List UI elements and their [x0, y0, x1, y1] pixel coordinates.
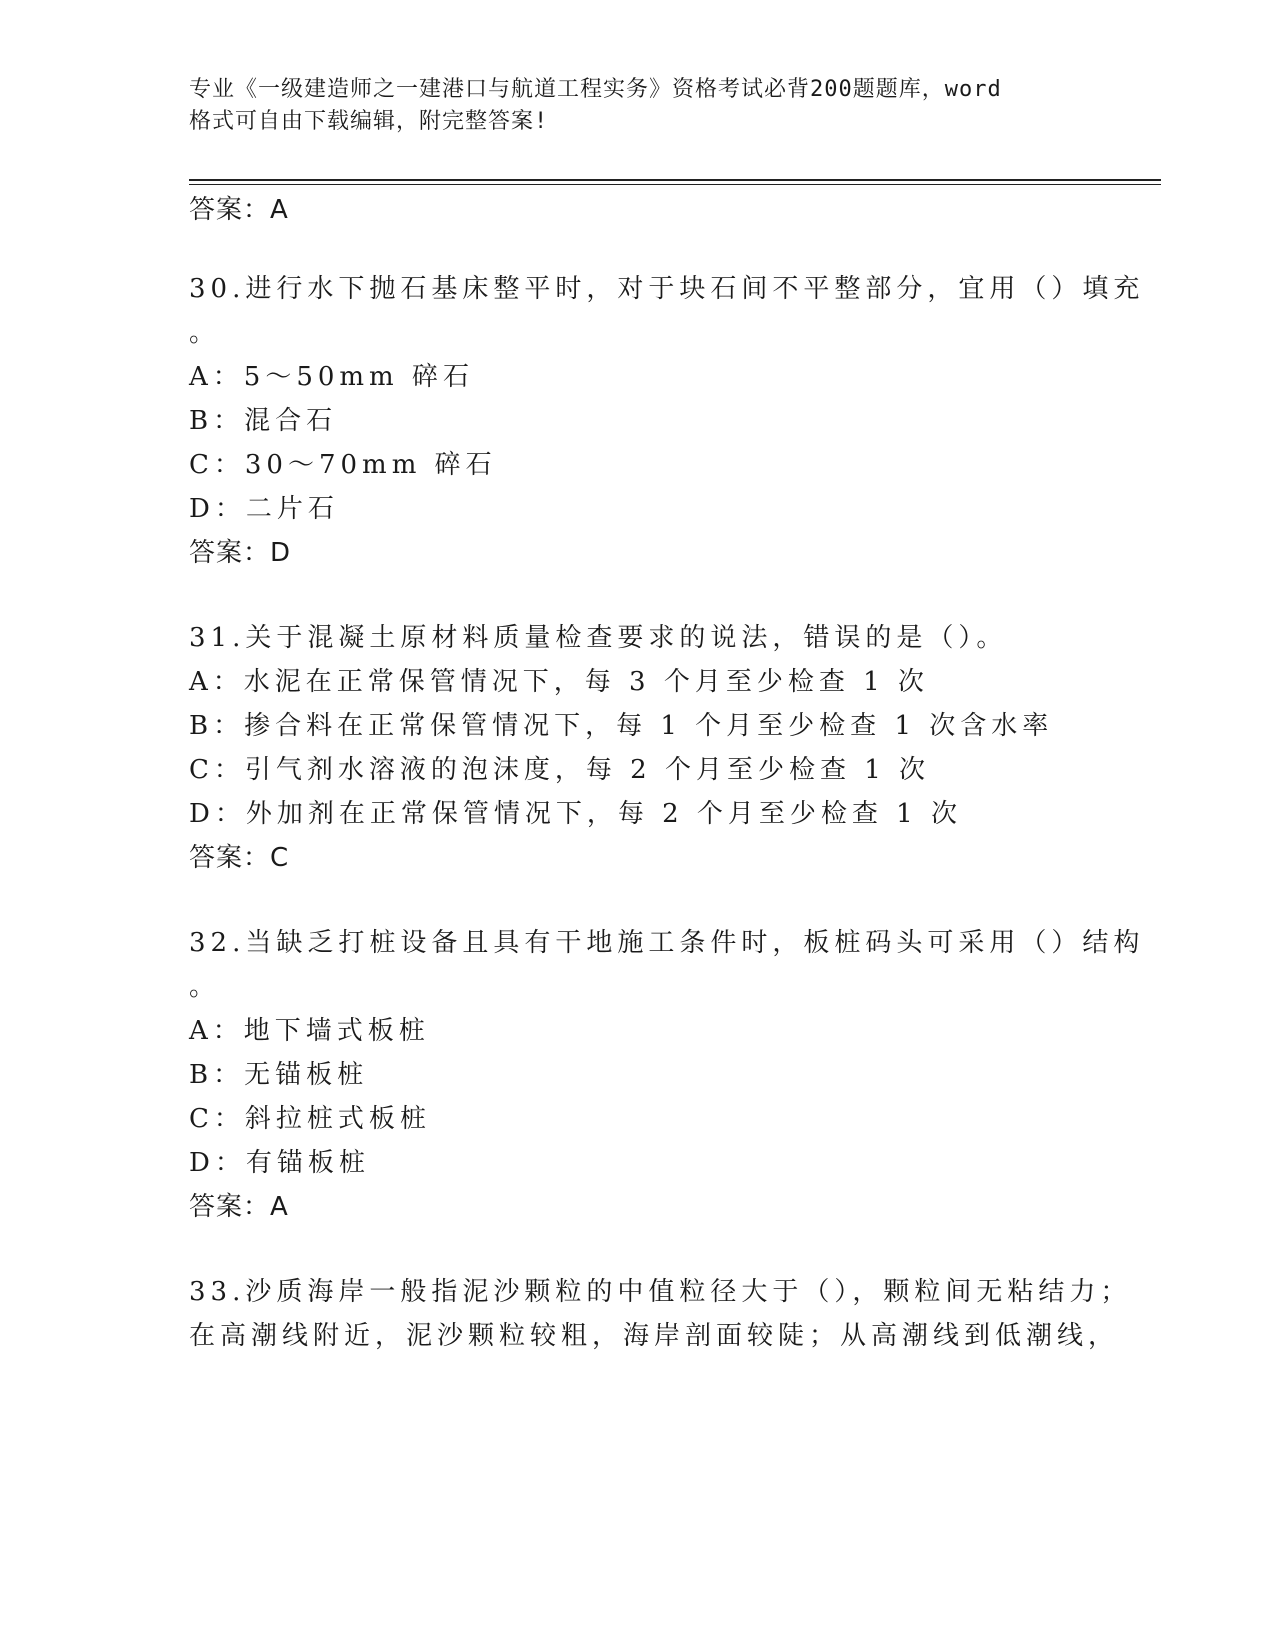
- question-30-option-b: B：混合石: [189, 406, 338, 436]
- question-30-stem-end: 。: [189, 318, 216, 348]
- question-30-option-c: C：30～70mm 碎石: [189, 450, 497, 480]
- question-32-option-d: D：有锚板桩: [189, 1148, 370, 1178]
- question-30-option-d: D：二片石: [189, 494, 339, 524]
- answer-29: 答案：A: [189, 195, 289, 225]
- answer-30: 答案：D: [189, 538, 292, 568]
- question-31-option-b: B：掺合料在正常保管情况下，每 1 个月至少检查 1 次含水率: [189, 711, 1054, 741]
- question-31-option-c: C：引气剂水溶液的泡沫度，每 2 个月至少检查 1 次: [189, 755, 931, 785]
- question-32-option-c: C：斜拉桩式板桩: [189, 1104, 431, 1134]
- question-30-option-a: A：5～50mm 碎石: [189, 362, 474, 392]
- question-32-stem: 32.当缺乏打桩设备且具有干地施工条件时，板桩码头可采用（）结构: [189, 928, 1145, 958]
- header-divider-thick: [189, 179, 1161, 181]
- question-32-option-a: A：地下墙式板桩: [189, 1016, 430, 1046]
- question-31-option-a: A：水泥在正常保管情况下，每 3 个月至少检查 1 次: [189, 667, 929, 697]
- question-32-stem-end: 。: [189, 972, 216, 1002]
- question-33-stem-continued: 在高潮线附近，泥沙颗粒较粗，海岸剖面较陡；从高潮线到低潮线，: [189, 1321, 1120, 1351]
- header-line-2: 格式可自由下载编辑，附完整答案!: [189, 109, 549, 134]
- answer-32: 答案：A: [189, 1192, 289, 1222]
- header-divider-thin: [189, 184, 1161, 185]
- question-33-stem: 33.沙质海岸一般指泥沙颗粒的中值粒径大于（），颗粒间无粘结力；: [189, 1277, 1132, 1307]
- question-31-stem: 31.关于混凝土原材料质量检查要求的说法，错误的是（）。: [189, 623, 1008, 653]
- answer-31: 答案：C: [189, 843, 290, 873]
- header-line-1: 专业《一级建造师之一建港口与航道工程实务》资格考试必背200题题库，word: [189, 77, 1002, 102]
- question-30-stem: 30.进行水下抛石基床整平时，对于块石间不平整部分，宜用（）填充: [189, 274, 1145, 304]
- question-31-option-d: D：外加剂在正常保管情况下，每 2 个月至少检查 1 次: [189, 799, 962, 829]
- document-header: [189, 74, 1089, 138]
- question-32-option-b: B：无锚板桩: [189, 1060, 369, 1090]
